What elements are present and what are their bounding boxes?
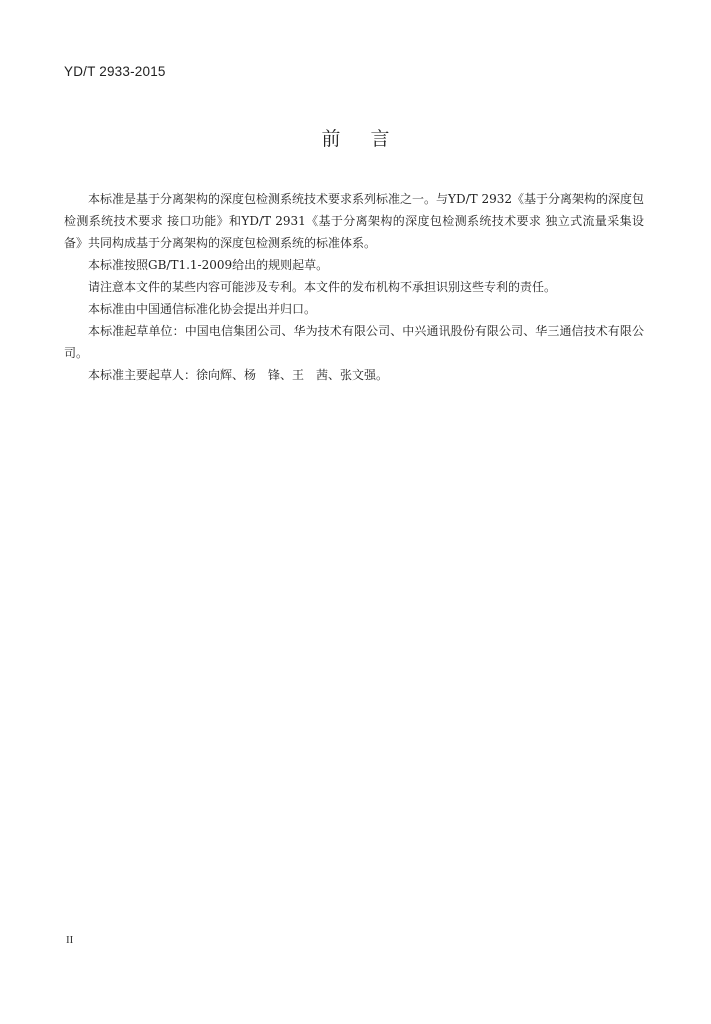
foreword-paragraph-6: 本标准主要起草人：徐向辉、杨 锋、王 茜、张文强。 (88, 368, 389, 382)
foreword-paragraph-2: 本标准按照GB/T1.1-2009给出的规则起草。 (88, 258, 329, 272)
foreword-paragraph-4: 本标准由中国通信标准化协会提出并归口。 (88, 302, 317, 316)
foreword-paragraph-3: 请注意本文件的某些内容可能涉及专利。本文件的发布机构不承担识别这些专利的责任。 (88, 280, 557, 294)
page-title: 前言 (321, 128, 420, 150)
foreword-paragraph-5: 本标准起草单位：中国电信集团公司、华为技术有限公司、中兴通讯股份有限公司、华三通信技术有限公司。 (64, 324, 644, 360)
standard-code-header: YD/T 2933-2015 (64, 64, 166, 79)
page-number: II (66, 934, 74, 946)
foreword-body (64, 188, 644, 386)
foreword-paragraph-1: 本标准是基于分离架构的深度包检测系统技术要求系列标准之一。与YD/T 2932《基于分离架构的深度包检测系统技术要求 接口功能》和YD/T 2931《基于分离架构的深度包检测系统技术要求 独立式流量采集设备》共同构成基于分离架构的深度包检测系统的标准体系。 (64, 192, 644, 250)
